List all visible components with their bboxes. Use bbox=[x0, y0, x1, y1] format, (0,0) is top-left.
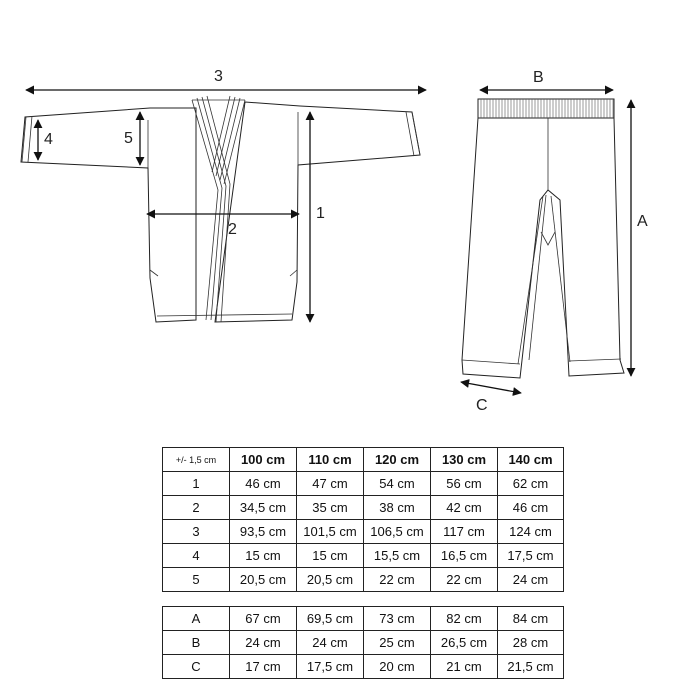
measurement-value: 21,5 cm bbox=[498, 655, 564, 679]
measurement-value: 22 cm bbox=[431, 568, 498, 592]
measurement-value: 17 cm bbox=[230, 655, 297, 679]
measurement-value: 84 cm bbox=[498, 607, 564, 631]
measurement-value: 69,5 cm bbox=[297, 607, 364, 631]
jacket-illustration bbox=[21, 96, 420, 322]
dimension-4-label: 4 bbox=[44, 131, 53, 148]
tolerance-cell: +/- 1,5 cm bbox=[163, 448, 230, 472]
dimension-1-label: 1 bbox=[316, 205, 325, 222]
measurement-label: A bbox=[163, 607, 230, 631]
jacket-size-table bbox=[162, 447, 564, 592]
waistband-ribbing bbox=[481, 99, 613, 118]
measurement-value: 124 cm bbox=[498, 520, 564, 544]
measurement-value: 17,5 cm bbox=[498, 544, 564, 568]
measurement-value: 26,5 cm bbox=[431, 631, 498, 655]
measurement-value: 22 cm bbox=[364, 568, 431, 592]
size-header: 100 cm bbox=[230, 448, 297, 472]
measurement-value: 24 cm bbox=[498, 568, 564, 592]
measurement-value: 56 cm bbox=[431, 472, 498, 496]
measurement-value: 38 cm bbox=[364, 496, 431, 520]
measurement-value: 20 cm bbox=[364, 655, 431, 679]
dimension-2-label: 2 bbox=[228, 221, 237, 238]
measurement-value: 35 cm bbox=[297, 496, 364, 520]
measurement-value: 34,5 cm bbox=[230, 496, 297, 520]
measurement-value: 17,5 cm bbox=[297, 655, 364, 679]
jacket-dimensions bbox=[26, 68, 426, 322]
measurement-label: C bbox=[163, 655, 230, 679]
size-header: 110 cm bbox=[297, 448, 364, 472]
table-row bbox=[163, 496, 564, 520]
size-header: 130 cm bbox=[431, 448, 498, 472]
dimension-5-label: 5 bbox=[124, 130, 133, 147]
table-row bbox=[163, 520, 564, 544]
measurement-label: 4 bbox=[163, 544, 230, 568]
measurement-value: 42 cm bbox=[431, 496, 498, 520]
dimension-c-arrow bbox=[461, 382, 521, 393]
pants-legs-outline bbox=[462, 118, 624, 378]
pants-illustration bbox=[462, 99, 624, 378]
measurement-value: 73 cm bbox=[364, 607, 431, 631]
table-row bbox=[163, 472, 564, 496]
size-header-row bbox=[163, 448, 564, 472]
measurement-label: 3 bbox=[163, 520, 230, 544]
measurement-value: 15 cm bbox=[230, 544, 297, 568]
table-row bbox=[163, 655, 564, 679]
dimension-a-label: A bbox=[637, 213, 648, 230]
measurement-value: 106,5 cm bbox=[364, 520, 431, 544]
dimension-b-label: B bbox=[533, 69, 544, 86]
measurement-label: 5 bbox=[163, 568, 230, 592]
measurement-value: 93,5 cm bbox=[230, 520, 297, 544]
table-row bbox=[163, 607, 564, 631]
measurement-value: 28 cm bbox=[498, 631, 564, 655]
pants-waistband bbox=[478, 99, 614, 118]
measurement-value: 16,5 cm bbox=[431, 544, 498, 568]
measurement-value: 46 cm bbox=[498, 496, 564, 520]
measurement-value: 24 cm bbox=[297, 631, 364, 655]
measurement-value: 101,5 cm bbox=[297, 520, 364, 544]
measurement-value: 20,5 cm bbox=[230, 568, 297, 592]
measurement-value: 46 cm bbox=[230, 472, 297, 496]
measurement-label: B bbox=[163, 631, 230, 655]
size-header: 140 cm bbox=[498, 448, 564, 472]
measurement-value: 24 cm bbox=[230, 631, 297, 655]
measurement-value: 15,5 cm bbox=[364, 544, 431, 568]
measurement-value: 21 cm bbox=[431, 655, 498, 679]
measurement-value: 20,5 cm bbox=[297, 568, 364, 592]
table-row bbox=[163, 631, 564, 655]
size-header: 120 cm bbox=[364, 448, 431, 472]
dimension-3-label: 3 bbox=[214, 68, 223, 85]
measurement-value: 25 cm bbox=[364, 631, 431, 655]
measurement-value: 117 cm bbox=[431, 520, 498, 544]
measurement-value: 15 cm bbox=[297, 544, 364, 568]
table-row bbox=[163, 544, 564, 568]
measurement-value: 62 cm bbox=[498, 472, 564, 496]
measurement-value: 67 cm bbox=[230, 607, 297, 631]
measurement-value: 54 cm bbox=[364, 472, 431, 496]
measurement-label: 2 bbox=[163, 496, 230, 520]
measurement-label: 1 bbox=[163, 472, 230, 496]
measurement-value: 82 cm bbox=[431, 607, 498, 631]
table-row bbox=[163, 568, 564, 592]
measurement-value: 47 cm bbox=[297, 472, 364, 496]
pants-size-table bbox=[162, 606, 564, 679]
dimension-c-label: C bbox=[476, 397, 488, 414]
